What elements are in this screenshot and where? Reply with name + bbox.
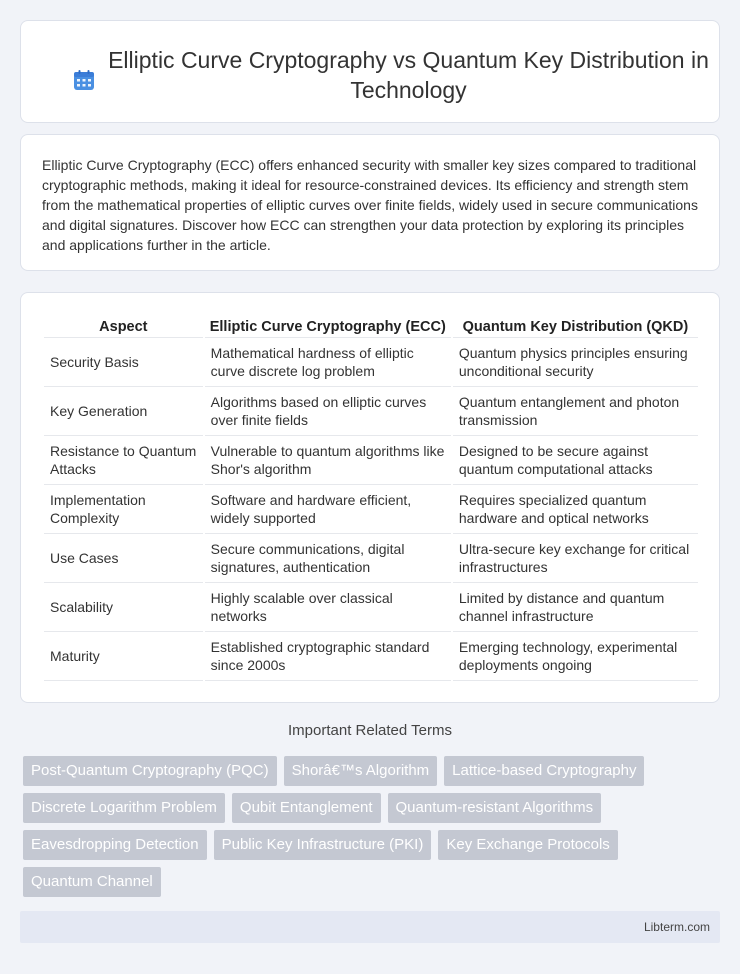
header-ecc: Elliptic Curve Cryptography (ECC) bbox=[205, 317, 451, 338]
comparison-table bbox=[42, 317, 700, 681]
intro-paragraph: Elliptic Curve Cryptography (ECC) offers enhanced security with smaller key sizes compared to traditional cryptographic methods, making it ideal for resource-constrained devices. Its efficiency and strength stem from the mathematical properties of elliptic curves over finite fields, widely used in secure communications and digital signatures. Discover how ECC can strengthen your data protection by exploring its principles and applications further in the article. bbox=[42, 157, 698, 253]
row-ecc: Highly scalable over classical networks bbox=[205, 583, 451, 632]
related-term-tag[interactable]: Lattice-based Cryptography bbox=[444, 756, 644, 786]
related-term-tag[interactable]: Discrete Logarithm Problem bbox=[23, 793, 225, 823]
row-aspect: Use Cases bbox=[44, 534, 203, 583]
row-ecc: Secure communications, digital signatures, authentication bbox=[205, 534, 451, 583]
table-header-row bbox=[44, 317, 698, 338]
row-qkd: Quantum physics principles ensuring unconditional security bbox=[453, 338, 698, 387]
row-qkd: Ultra-secure key exchange for critical infrastructures bbox=[453, 534, 698, 583]
header-aspect: Aspect bbox=[44, 317, 203, 338]
row-ecc: Vulnerable to quantum algorithms like Shor's algorithm bbox=[205, 436, 451, 485]
related-term-tag[interactable]: Public Key Infrastructure (PKI) bbox=[214, 830, 432, 860]
row-qkd: Emerging technology, experimental deployments ongoing bbox=[453, 632, 698, 681]
row-ecc: Mathematical hardness of elliptic curve discrete log problem bbox=[205, 338, 451, 387]
row-aspect: Resistance to Quantum Attacks bbox=[44, 436, 203, 485]
footer bbox=[20, 911, 720, 943]
comparison-table-card bbox=[20, 292, 720, 703]
calendar-icon bbox=[73, 69, 95, 91]
row-qkd: Quantum entanglement and photon transmission bbox=[453, 387, 698, 436]
site-link[interactable]: Libterm.com bbox=[643, 920, 710, 934]
related-term-tag[interactable]: Post-Quantum Cryptography (PQC) bbox=[23, 756, 277, 786]
related-term-tag[interactable]: Shorâ€™s Algorithm bbox=[284, 756, 438, 786]
table-row bbox=[44, 534, 698, 583]
row-ecc: Algorithms based on elliptic curves over finite fields bbox=[205, 387, 451, 436]
related-term-tag[interactable]: Quantum Channel bbox=[23, 867, 161, 897]
related-term-tag[interactable]: Quantum-resistant Algorithms bbox=[388, 793, 602, 823]
row-ecc: Established cryptographic standard since 2000s bbox=[205, 632, 451, 681]
row-qkd: Designed to be secure against quantum computational attacks bbox=[453, 436, 698, 485]
related-terms-list bbox=[23, 756, 723, 897]
related-term-tag[interactable]: Qubit Entanglement bbox=[232, 793, 381, 823]
table-row bbox=[44, 632, 698, 681]
related-term-tag[interactable]: Key Exchange Protocols bbox=[438, 830, 617, 860]
page-title: Elliptic Curve Cryptography vs Quantum Key Distribution in Technology bbox=[108, 47, 709, 103]
title-card bbox=[20, 20, 720, 123]
row-aspect: Security Basis bbox=[44, 338, 203, 387]
row-aspect: Implementation Complexity bbox=[44, 485, 203, 534]
related-term-tag[interactable]: Eavesdropping Detection bbox=[23, 830, 207, 860]
table-row bbox=[44, 485, 698, 534]
row-ecc: Software and hardware efficient, widely supported bbox=[205, 485, 451, 534]
row-qkd: Limited by distance and quantum channel infrastructure bbox=[453, 583, 698, 632]
related-terms-title: Important Related Terms bbox=[288, 722, 452, 739]
table-row bbox=[44, 338, 698, 387]
row-qkd: Requires specialized quantum hardware and optical networks bbox=[453, 485, 698, 534]
row-aspect: Maturity bbox=[44, 632, 203, 681]
table-row bbox=[44, 436, 698, 485]
row-aspect: Scalability bbox=[44, 583, 203, 632]
row-aspect: Key Generation bbox=[44, 387, 203, 436]
intro-card bbox=[20, 134, 720, 271]
table-row bbox=[44, 387, 698, 436]
table-row bbox=[44, 583, 698, 632]
header-qkd: Quantum Key Distribution (QKD) bbox=[453, 317, 698, 338]
